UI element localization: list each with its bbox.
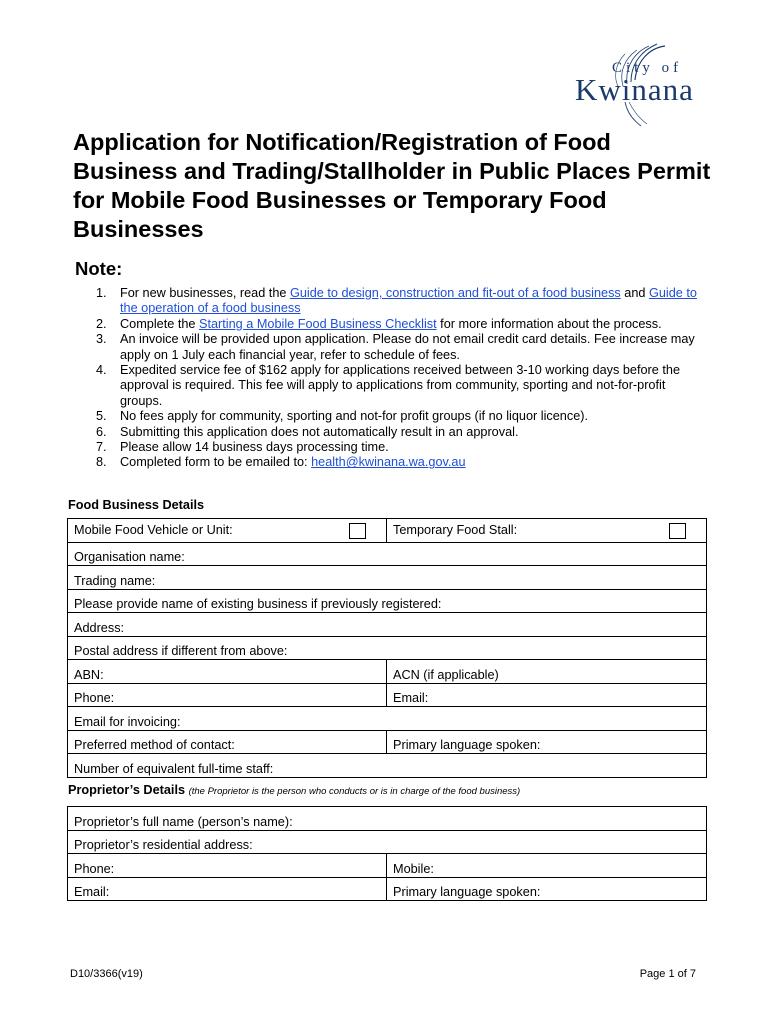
proprietor-phone-field[interactable]: Phone: [68, 854, 387, 878]
acn-field[interactable]: ACN (if applicable) [387, 660, 707, 684]
list-item: 5. No fees apply for community, sporting and not-for profit groups (if no liquor licence). [96, 409, 589, 424]
address-field[interactable]: Address: [68, 613, 707, 637]
existing-business-field[interactable]: Please provide name of existing business if previously registered: [68, 589, 707, 613]
temporary-stall-field[interactable]: Temporary Food Stall: [387, 519, 707, 543]
document-reference: D10/3366(v19) [70, 968, 143, 980]
logo-kwinana: Kwinana [575, 72, 694, 107]
temporary-stall-checkbox[interactable] [669, 523, 686, 539]
email-invoicing-field[interactable]: Email for invoicing: [68, 707, 707, 731]
proprietor-address-field[interactable]: Proprietor’s residential address: [68, 830, 707, 854]
list-item: 1. For new businesses, read the Guide to design, construction and fit-out of a food business and Guide to the operation of a food business [96, 286, 697, 316]
phone-field[interactable]: Phone: [68, 683, 387, 707]
mobile-checklist-link[interactable]: Starting a Mobile Food Business Checklist [199, 316, 437, 331]
list-item: 2. Complete the Starting a Mobile Food Business Checklist for more information about the process. [96, 316, 662, 331]
primary-language-field[interactable]: Primary language spoken: [387, 730, 707, 754]
proprietor-email-field[interactable]: Email: [68, 877, 387, 901]
abn-field[interactable]: ABN: [68, 660, 387, 684]
email-field[interactable]: Email: [387, 683, 707, 707]
mobile-vehicle-checkbox[interactable] [349, 523, 366, 539]
postal-address-field[interactable]: Postal address if different from above: [68, 636, 707, 660]
page-title: Application for Notification/Registration of Food Business and Trading/Stallholder in Public Places Permit for Mobile Food Businesses or Temporary Food Businesses [73, 129, 711, 242]
contact-method-field[interactable]: Preferred method of contact: [68, 730, 387, 754]
list-item: 7. Please allow 14 business days processing time. [96, 440, 389, 455]
notes-list [96, 286, 706, 471]
proprietor-table [67, 806, 707, 901]
list-item: 6. Submitting this application does not automatically result in an approval. [96, 424, 519, 439]
proprietor-mobile-field[interactable]: Mobile: [387, 854, 707, 878]
health-email-link[interactable]: health@kwinana.wa.gov.au [311, 455, 466, 470]
page-number: Page 1 of 7 [639, 968, 696, 980]
proprietor-subheading: (the Proprietor is the person who conducts or is in charge of the food business) [188, 786, 521, 797]
list-item: 8. Completed form to be emailed to: health@kwinana.wa.gov.au [96, 455, 466, 470]
list-item: 4. Expedited service fee of $162 apply for applications received between 3-10 working days before the approval is required. This fee will apply to applications from community, sporting and not-for-profit groups. [96, 363, 681, 408]
staff-count-field[interactable]: Number of equivalent full-time staff: [68, 754, 707, 778]
logo-city-of: City of [612, 60, 683, 76]
organisation-name-field[interactable]: Organisation name: [68, 542, 707, 566]
food-business-heading: Food Business Details [68, 498, 205, 512]
proprietor-language-field[interactable]: Primary language spoken: [387, 877, 707, 901]
food-business-table [67, 518, 707, 778]
guide-operation-link[interactable]: Guide to the operation of a food business [120, 286, 697, 316]
guide-design-link[interactable]: Guide to design, construction and fit-out of a food business [289, 286, 621, 300]
note-heading: Note: [75, 258, 123, 279]
list-item: 3. An invoice will be provided upon application. Please do not email credit card details. Fee increase may apply on 1 July each financial year, refer to schedule of fees. [96, 332, 695, 362]
trading-name-field[interactable]: Trading name: [68, 566, 707, 590]
proprietor-name-field[interactable]: Proprietor’s full name (person’s name): [68, 807, 707, 831]
mobile-vehicle-field[interactable]: Mobile Food Vehicle or Unit: [68, 519, 387, 543]
proprietor-heading: Proprietor’s Details (the Proprietor is the person who conducts or is in charge of the food business) [68, 783, 521, 797]
